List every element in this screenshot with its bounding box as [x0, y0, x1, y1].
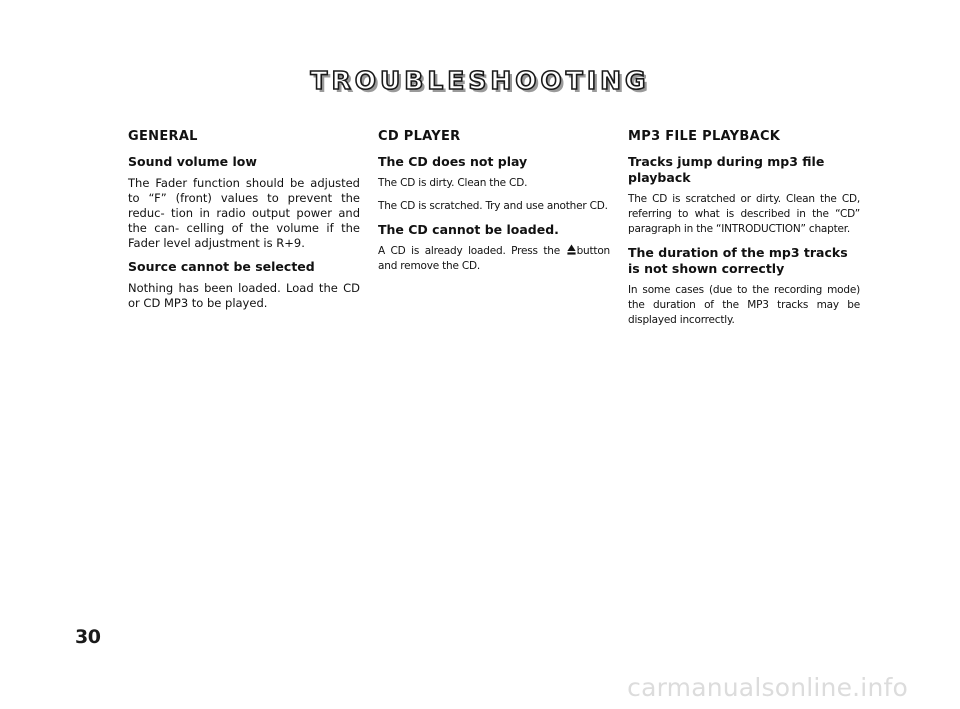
paragraph-cd-dirty: The CD is dirty. Clean the CD.	[378, 177, 528, 189]
subhead-cd-does-not-play: The CD does not play	[378, 154, 528, 169]
paragraph-sound-volume-low: The Fader function should be adjusted to “F” (front) values to prevent the reduc- tion in radio output power and the can- celling of the volume if the Fader level adjustment is R+9.	[128, 176, 360, 250]
page-title: TROUBLESHOOTING	[310, 66, 650, 95]
paragraph-tracks-jump: The CD is scratched or dirty. Clean the CD, referring to what is described in the “CD” paragraph in the “INTRODUCTION” chapter.	[628, 193, 860, 235]
paragraph-cd-scratched: The CD is scratched. Try and use another CD.	[378, 200, 608, 212]
page-number: 30	[75, 626, 101, 648]
watermark: carmanualsonline.info	[627, 673, 908, 702]
paragraph-duration-incorrect: In some cases (due to the recording mode) the duration of the MP3 tracks may be displayed incorrectly.	[628, 284, 860, 326]
paragraph-cd-already-loaded-part-2: button and remove the CD.	[378, 245, 610, 272]
paragraph-cd-already-loaded	[378, 244, 610, 274]
section-title-general: GENERAL	[128, 129, 198, 144]
subhead-sound-volume-low: Sound volume low	[128, 154, 257, 169]
subhead-source-cannot-be-selected: Source cannot be selected	[128, 259, 315, 274]
subhead-tracks-jump: Tracks jump during mp3 file playback	[628, 154, 825, 185]
section-title-cd-player: CD PLAYER	[378, 129, 461, 144]
section-title-mp3-playback: MP3 FILE PLAYBACK	[628, 129, 781, 144]
paragraph-cd-already-loaded-part-1: A CD is already loaded. Press the	[378, 245, 560, 257]
column-mp3-playback	[628, 129, 860, 336]
eject-icon	[567, 244, 576, 255]
column-general	[128, 129, 360, 319]
column-cd-player	[378, 129, 610, 282]
subhead-duration-incorrect: The duration of the mp3 tracks is not shown correctly	[628, 245, 848, 276]
subhead-cd-cannot-be-loaded: The CD cannot be loaded.	[378, 222, 559, 237]
paragraph-source-cannot-be-selected: Nothing has been loaded. Load the CD or CD MP3 to be played.	[128, 281, 360, 310]
